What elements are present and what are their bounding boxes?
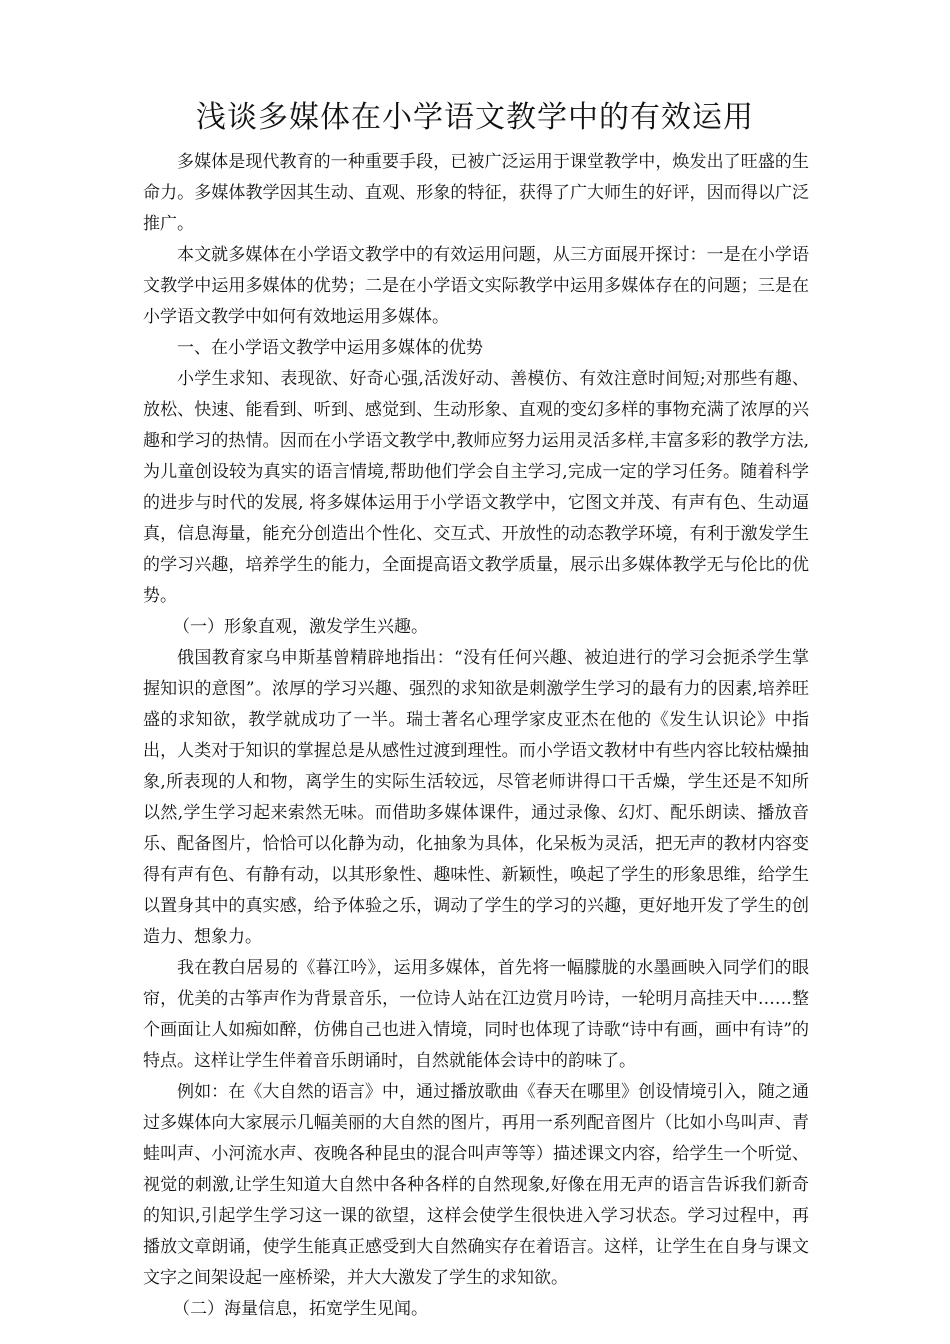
paragraph-nature-example: 例如：在《大自然的语言》中，通过播放歌曲《春天在哪里》创设情境引入，随之通过多媒体向大家展示几幅美丽的大自然的图片，再用一系列配音图片（比如小鸟叫声、青蛙叫声、小河流水声、夜晚各种昆虫的混合叫声等等）描述课文内容，给学生一个听觉、视觉的刺激,让学生知道大自然中各种各样的自然现象,好像在用无声的语言告诉我们新奇的知识,引起学生学习这一课的欲望，这样会使学生很快进入学习状态。学习过程中，再播放文章朗诵，使学生能真正感受到大自然确实存在着语言。这样，让学生在自身与课文文字之间架设起一座桥梁，并大大激发了学生的求知欲。 [143,1082,809,1288]
document-body [143,147,809,1325]
paragraph-overview: 本文就多媒体在小学语文教学中的有效运用问题，从三方面展开探讨：一是在小学语文教学中运用多媒体的优势；二是在小学语文实际教学中运用多媒体存在的问题；三是在小学语文教学中如何有效地运用多媒体。 [143,245,809,327]
paragraph-advantages: 小学生求知、表现欲、好奇心强,活泼好动、善模仿、有效注意时间短;对那些有趣、放松、快速、能看到、听到、感觉到、生动形象、直观的变幻多样的事物充满了浓厚的兴趣和学习的热情。因而在小学语文教学中,教师应努力运用灵活多样,丰富多彩的教学方法,为儿童创设较为真实的语言情境,帮助他们学会自主学习,完成一定的学习任务。随着科学的进步与时代的发展, 将多媒体运用于小学语文教学中，它图文并茂、有声有色、生动逼真，信息海量，能充分创造出个性化、交互式、开放性的动态教学环境，有利于激发学生的学习兴趣，培养学生的能力，全面提高语文教学质量，展示出多媒体教学无与伦比的优势。 [143,369,809,606]
paragraph-intro: 多媒体是现代教育的一种重要手段，已被广泛运用于课堂教学中，焕发出了旺盛的生命力。多媒体教学因其生动、直观、形象的特征，获得了广大师生的好评，因而得以广泛推广。 [143,152,809,234]
subsection-heading-1: （一）形象直观，激发学生兴趣。 [173,617,428,637]
document-title: 浅谈多媒体在小学语文教学中的有效运用 [196,100,754,135]
paragraph-poem-example: 我在教白居易的《暮江吟》，运用多媒体，首先将一幅朦胧的水墨画映入同学们的眼帘，优美的古筝声作为背景音乐，一位诗人站在江边赏月吟诗，一轮明月高挂天中……整个画面让人如痴如醉，仿佛自己也进入情境，同时也体现了诗歌“诗中有画，画中有诗”的特点。这样让学生伴着音乐朗诵时，自然就能体会诗中的韵味了。 [143,958,809,1071]
paragraph-interest: 俄国教育家乌申斯基曾精辟地指出：“没有任何兴趣、被迫进行的学习会扼杀学生掌握知识的意图”。浓厚的学习兴趣、强烈的求知欲是刺激学生学习的最有力的因素,培养旺盛的求知欲，教学就成功了一半。瑞士著名心理学家皮亚杰在他的《发生认识论》中指出，人类对于知识的掌握总是从感性过渡到理性。而小学语文教材中有些内容比较枯燥抽象,所表现的人和物，离学生的实际生活较远，尽管老师讲得口干舌燥，学生还是不知所以然,学生学习起来索然无味。而借助多媒体课件，通过录像、幻灯、配乐朗读、播放音乐、配备图片，恰恰可以化静为动，化抽象为具体，化呆板为灵活，把无声的教材内容变得有声有色、有静有动，以其形象性、趣味性、新颖性，唤起了学生的形象思维，给学生以置身其中的真实感，给予体验之乐，调动了学生的学习的兴趣，更好地开发了学生的创造力、想象力。 [143,648,809,947]
section-heading-1: 一、在小学语文教学中运用多媒体的优势 [177,338,483,358]
subsection-heading-2: （二）海量信息，拓宽学生见闻。 [173,1299,428,1319]
